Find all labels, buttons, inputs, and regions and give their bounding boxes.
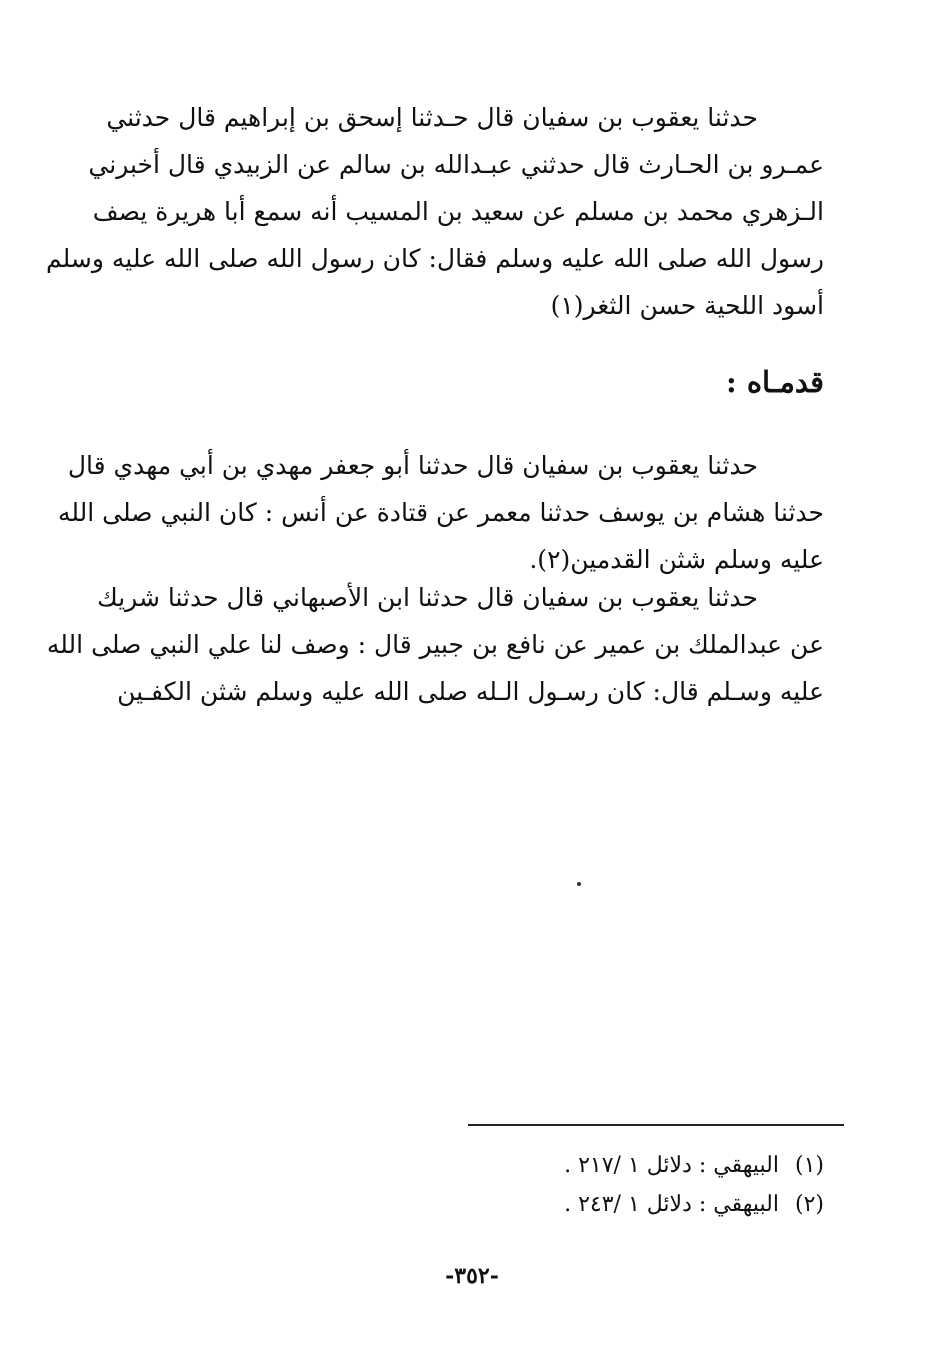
- page-number: -٣٥٢-: [445, 1263, 499, 1289]
- section-heading: قدمـاه :: [726, 365, 824, 399]
- text-line: حدثنا يعقوب بن سفيان قال حدثنا ابن الأصبهاني قال حدثنا شريك: [97, 583, 758, 612]
- footnote-number: (١): [794, 1153, 824, 1178]
- text-line: أسود اللحية حسن الثغر(١): [550, 291, 824, 320]
- text-line: الـزهري محمد بن مسلم عن سعيد بن المسيب أنه سمع أبا هريرة يصف: [92, 197, 824, 226]
- paragraph-feet-1: [57, 442, 824, 583]
- footnote-1: [424, 1146, 824, 1185]
- text-line: عليه وسلم شثن القدمين(٢).: [529, 545, 824, 574]
- text-line: عمـرو بن الحـارث قال حدثني عبـدالله بن سالم عن الزبيدي قال أخبرني: [88, 150, 824, 179]
- text-line: عن عبدالملك بن عمير عن نافع بن جبير قال : وصف لنا علي النبي صلى الله: [46, 630, 824, 659]
- stray-mark: [577, 882, 581, 886]
- text-line: حدثنا يعقوب بن سفيان قال حـدثنا إسحق بن إبراهيم قال حدثني: [106, 103, 758, 132]
- footnotes: [424, 1146, 824, 1224]
- footnote-text: البيهقي : دلائل ١ /٢١٧ .: [564, 1153, 779, 1178]
- paragraph-feet-2: [46, 574, 824, 715]
- text-line: حدثنا هشام بن يوسف حدثنا معمر عن قتادة عن أنس : كان النبي صلى الله: [57, 498, 824, 527]
- text-line: رسول الله صلى الله عليه وسلم فقال: كان رسول الله صلى الله عليه وسلم: [46, 244, 824, 273]
- text-line: حدثنا يعقوب بن سفيان قال حدثنا أبو جعفر مهدي بن أبي مهدي قال: [67, 451, 758, 480]
- footnote-number: (٢): [794, 1192, 824, 1217]
- paragraph-hair-description: [46, 94, 824, 329]
- text-line: عليه وسـلم قال: كان رسـول الـله صلى الله عليه وسلم شثن الكفـين: [117, 677, 824, 706]
- footnote-2: [424, 1185, 824, 1224]
- footnote-divider: [468, 1124, 844, 1126]
- footnote-text: البيهقي : دلائل ١ /٢٤٣ .: [564, 1192, 779, 1217]
